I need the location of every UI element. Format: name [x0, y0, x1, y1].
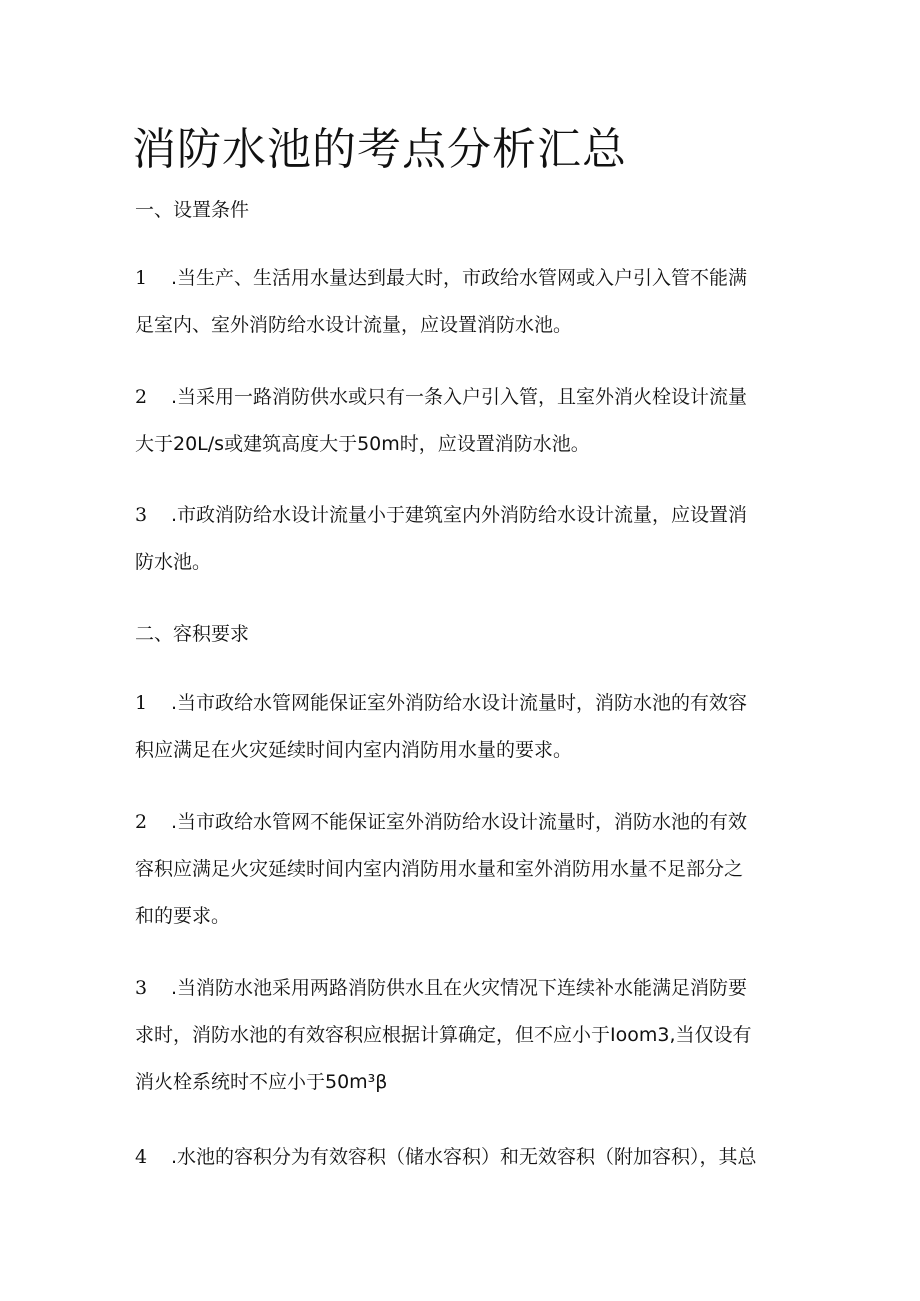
paragraph-line: 防水池。	[135, 551, 212, 573]
line-text: .水池的容积分为有效容积（储水容积）和无效容积（附加容积），其总	[171, 1146, 757, 1168]
paragraph-line: 积应满足在火灾延续时间内室内消防用水量的要求。	[135, 739, 573, 761]
volume-requirement-2	[135, 799, 747, 940]
item-number: 3	[135, 504, 148, 526]
line-text: .当市政给水管网能保证室外消防给水设计流量时，消防水池的有效容	[171, 692, 748, 714]
item-number: 3	[135, 977, 148, 999]
paragraph-line: 和的要求。	[135, 905, 231, 927]
paragraph-line	[135, 965, 752, 1012]
section-heading-volume-requirements: 二、容积要求	[135, 623, 250, 645]
paragraph-line: 求时，消防水池的有效容积应根据计算确定，但不应小于Ioom3,当仅设有	[135, 1024, 752, 1046]
paragraph-line	[135, 680, 747, 727]
item-number: 1	[135, 267, 148, 289]
paragraph-line	[135, 799, 747, 846]
item-number: 4	[135, 1146, 148, 1168]
item-number: 2	[135, 386, 148, 408]
paragraph-line: 足室内、室外消防给水设计流量，应设置消防水池。	[135, 314, 573, 336]
volume-requirement-3	[135, 965, 752, 1106]
line-text: .市政消防给水设计流量小于建筑室内外消防给水设计流量，应设置消	[171, 504, 748, 526]
item-number: 1	[135, 692, 148, 714]
line-text: .当生产、生活用水量达到最大时，市政给水管网或入户引入管不能满	[171, 267, 748, 289]
paragraph-line	[135, 1134, 757, 1181]
document-title: 消防水池的考点分析汇总	[132, 124, 627, 175]
line-text: .当消防水池采用两路消防供水且在火灾情况下连续补水能满足消防要	[171, 977, 748, 999]
paragraph-line	[135, 374, 747, 421]
paragraph-line: 容积应满足火灾延续时间内室内消防用水量和室外消防用水量不足部分之	[135, 858, 744, 880]
item-number: 2	[135, 811, 148, 833]
volume-requirement-4	[135, 1134, 757, 1181]
line-text: .当采用一路消防供水或只有一条入户引入管，且室外消火栓设计流量	[171, 386, 748, 408]
paragraph-line	[135, 255, 747, 302]
volume-requirement-1	[135, 680, 747, 774]
setup-condition-3	[135, 492, 747, 586]
line-text: .当市政给水管网不能保证室外消防给水设计流量时，消防水池的有效	[171, 811, 748, 833]
paragraph-line: 大于20L/s或建筑高度大于50m时，应设置消防水池。	[135, 433, 590, 455]
paragraph-line: 消火栓系统时不应小于50m³β	[135, 1071, 388, 1093]
section-heading-setup-conditions: 一、设置条件	[135, 199, 250, 221]
setup-condition-1	[135, 255, 747, 349]
setup-condition-2	[135, 374, 747, 468]
paragraph-line	[135, 492, 747, 539]
